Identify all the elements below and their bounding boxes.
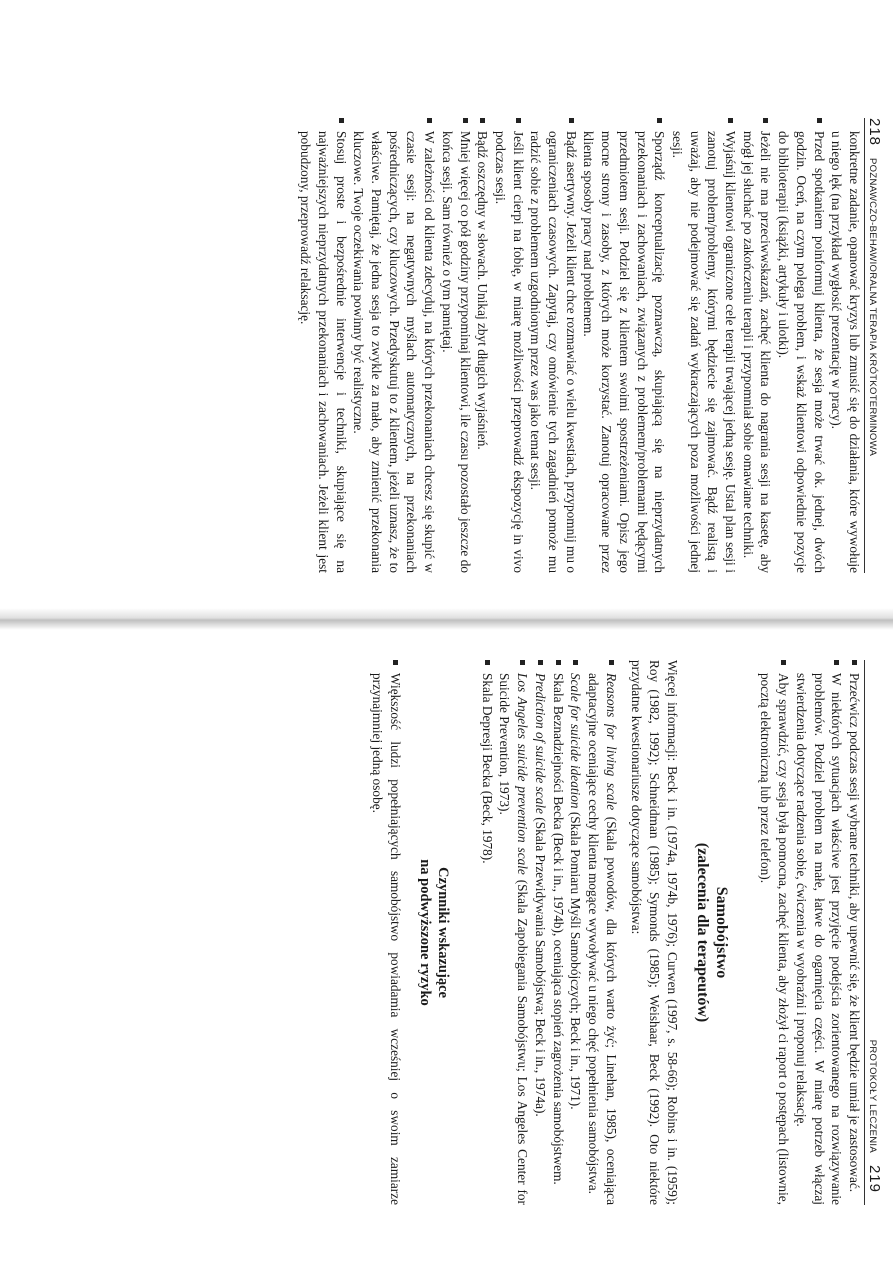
questionnaire-description: Skala Beznadziejności Becka (Beck i in., 1974b), oceniająca stopień zagrożenia samobójstwem.	[550, 673, 566, 1185]
questionnaire-title: Scale for suicide ideation	[568, 673, 584, 809]
questionnaire-list	[478, 660, 620, 1205]
list-item: Bądź oszczędny w słowach. Unikaj zbyt długich wyjaśnień.	[474, 118, 492, 573]
list-item: Jeśli klient cierpi na fobię, w miarę możliwości przeprowadź ekspozycję in vivo podczas sesji.	[491, 118, 526, 573]
questionnaire-title: Reasons for living scale	[603, 673, 619, 811]
section-heading-line: Samobójstwo	[712, 886, 730, 979]
right-header-rule	[864, 660, 865, 1205]
list-item	[549, 660, 567, 1205]
list-item	[567, 660, 585, 1205]
left-bullet-list	[297, 118, 828, 573]
right-page-number: 219	[866, 1164, 883, 1193]
left-page	[0, 0, 893, 620]
left-opening-paragraph: konkretne zadanie, opanować kryzys lub zmusić się do działania, które wywołuje u niego lęk (na przykład wygłosić prezentację w pracy).	[829, 131, 862, 573]
list-item: W niektórych sytuacjach właściwe jest przyjęcie podejścia zorientowanego na rozwiązywanie problemów. Podziel problem na małe, łatwe do ogarnięcia części. W miarę potrzeb włączaj stwierdzenia dotyczące radzenia sobie, ćwiczenia w wyobraźni i proponuj relaksację.	[792, 660, 845, 1205]
list-item: Sporządź konceptualizację poznawczą, skupiającą się na nieprzydatnych przekonaniach i zachowaniach, związanych z problemem/problemami będącymi przedmiotem sesji. Podziel się z klientem swoimi spostrzeżeniami. Opisz jego mocne strony i zasoby, z których może korzystać. Zanotuj opracowane przez klienta sposoby pracy nad problemem.	[580, 118, 669, 573]
section-heading-line: na podwyższone ryzyko	[417, 859, 434, 1006]
questionnaire-description: Skala Depresji Becka (Beck, 1978).	[479, 673, 495, 864]
list-item	[584, 660, 619, 1205]
list-item	[531, 660, 549, 1205]
list-item: Stosuj proste i bezpośrednie interwencje i techniki, skupiające się na najważniejszych nieprzydatnych przekonaniach i zachowaniach. Jeżeli klient jest pobudzony, przeprowadź relaksację.	[297, 118, 350, 573]
list-item: Przed spotkaniem poinformuj klienta, że sesja może trwać ok. jednej, dwóch godzin. Oceń, na czym polega problem, i wskaż klientowi odpowiednie pozycje do biblioterapii (książki, artykuły i ulotki).	[774, 118, 827, 573]
list-item: W zależności od klienta zdecyduj, na których przekonaniach chcesz się skupić w czasie sesji: na negatywnych myślach automatycznych, na przekonaniach pośredniczących, czy kluczowych. Przedyskutuj to z klientem, jeżeli uznasz, że to właściwe. Pamiętaj, że jedna sesja to zwykle za mało, aby zmienić przekonania kluczowe. Twoje oczekiwania powinny być realistyczne.	[350, 118, 439, 573]
list-item: Bądź asertywny. Jeżeli klient chce rozmawiać o wielu kwestiach, przypomnij mu o ograniczeniach czasowych. Zapytaj, czy omówienie tych zagadnień pomoże mu radzić sobie z problemem uzgodnionym przez was jako temat sesji.	[527, 118, 580, 573]
questionnaire-description: (Skala powodów, dla których warto żyć; Linehan, 1985), oceniająca adaptacyjne oceniające cechy klienta mogące wywoływać u niego chęć popełnienia samobójstwa.	[585, 673, 619, 1205]
right-running-head	[866, 1040, 883, 1193]
list-item: Przećwicz podczas sesji wybrane techniki, aby upewnić się, że klient będzie umiał je zastosować.	[845, 660, 863, 1205]
list-item: Aby sprawdzić, czy sesja była pomocna, zachęć klienta, aby złożył ci raport o postępach (listownie, pocztą elektroniczną lub przez telefon).	[757, 660, 792, 1205]
list-item	[496, 660, 531, 1205]
list-item	[478, 660, 496, 1205]
section-heading-risk-factors	[416, 660, 452, 1205]
list-item: Mniej więcej co pół godziny przypominaj klientowi, ile czasu pozostało jeszcze do końca sesji. Sam również o tym pamiętaj.	[438, 118, 473, 573]
right-running-title: PROTOKOŁY LECZENIA	[867, 1039, 878, 1153]
section-heading-suicide	[693, 660, 731, 1205]
section-intro-paragraph: Więcej informacji: Beck i in. (1974a, 1974b, 1976); Curwen (1997, s. 58-66); Robins i in. (1959); Roy (1982, 1992); Schneidman (1985); Symonds (1985); Weishaar, Beck (1992). Oto niektóre przydatne kwestionariusze dotyczące samobójstwa:	[629, 660, 680, 1205]
right-page	[0, 620, 893, 1263]
list-item: Większość ludzi popełniających samobójstwo powiadamia wcześniej o swoim zamiarze przynajmniej jedną osobę.	[369, 660, 404, 1205]
questionnaire-title: Los Angeles suicide prevention scale	[515, 673, 531, 875]
left-running-head	[866, 118, 883, 456]
questionnaire-title: Prediction of suicide scale	[532, 673, 548, 814]
section-heading-line: Czynniki wskazujące	[435, 867, 452, 998]
risk-factors-list	[369, 660, 404, 1205]
section-heading-line: (zalecenia dla terapeutów)	[693, 842, 711, 1023]
questionnaire-description: (Skala Przewidywania Samobójstwa; Beck i in., 1974a).	[532, 813, 548, 1117]
right-page-body	[369, 660, 863, 1205]
left-page-number: 218	[866, 118, 883, 147]
right-top-bullet-list	[757, 660, 863, 1205]
left-header-rule	[864, 118, 865, 573]
questionnaire-description: (Skala Pomiaru Myśli Samobójczych; Beck i in., 1971).	[568, 808, 584, 1110]
left-page-body	[297, 118, 864, 573]
questionnaire-description: (Skala Zapobiegania Samobójstwu; Los Angeles Center for Suicide Prevention, 1973).	[497, 673, 531, 1205]
left-running-title: POZNAWCZO-BEHAWIORALNA TERAPIA KRÓTKOTERMINOWA	[867, 158, 878, 457]
list-item: Jeżeli nie ma przeciwwskazań, zachęć klienta do nagrania sesji na kasetę, aby mógł jej słuchać po zakończeniu terapii i przypomniał sobie omawiane techniki.	[739, 118, 774, 573]
list-item: Wyjaśnij klientowi ograniczone cele terapii trwającej jedną sesję. Ustal plan sesji i zanotuj problem/problemy, którymi będziecie się zajmować. Bądź realistą i uważaj, aby nie podejmować się zadań wykraczających poza możliwości jednej sesji.	[668, 118, 739, 573]
